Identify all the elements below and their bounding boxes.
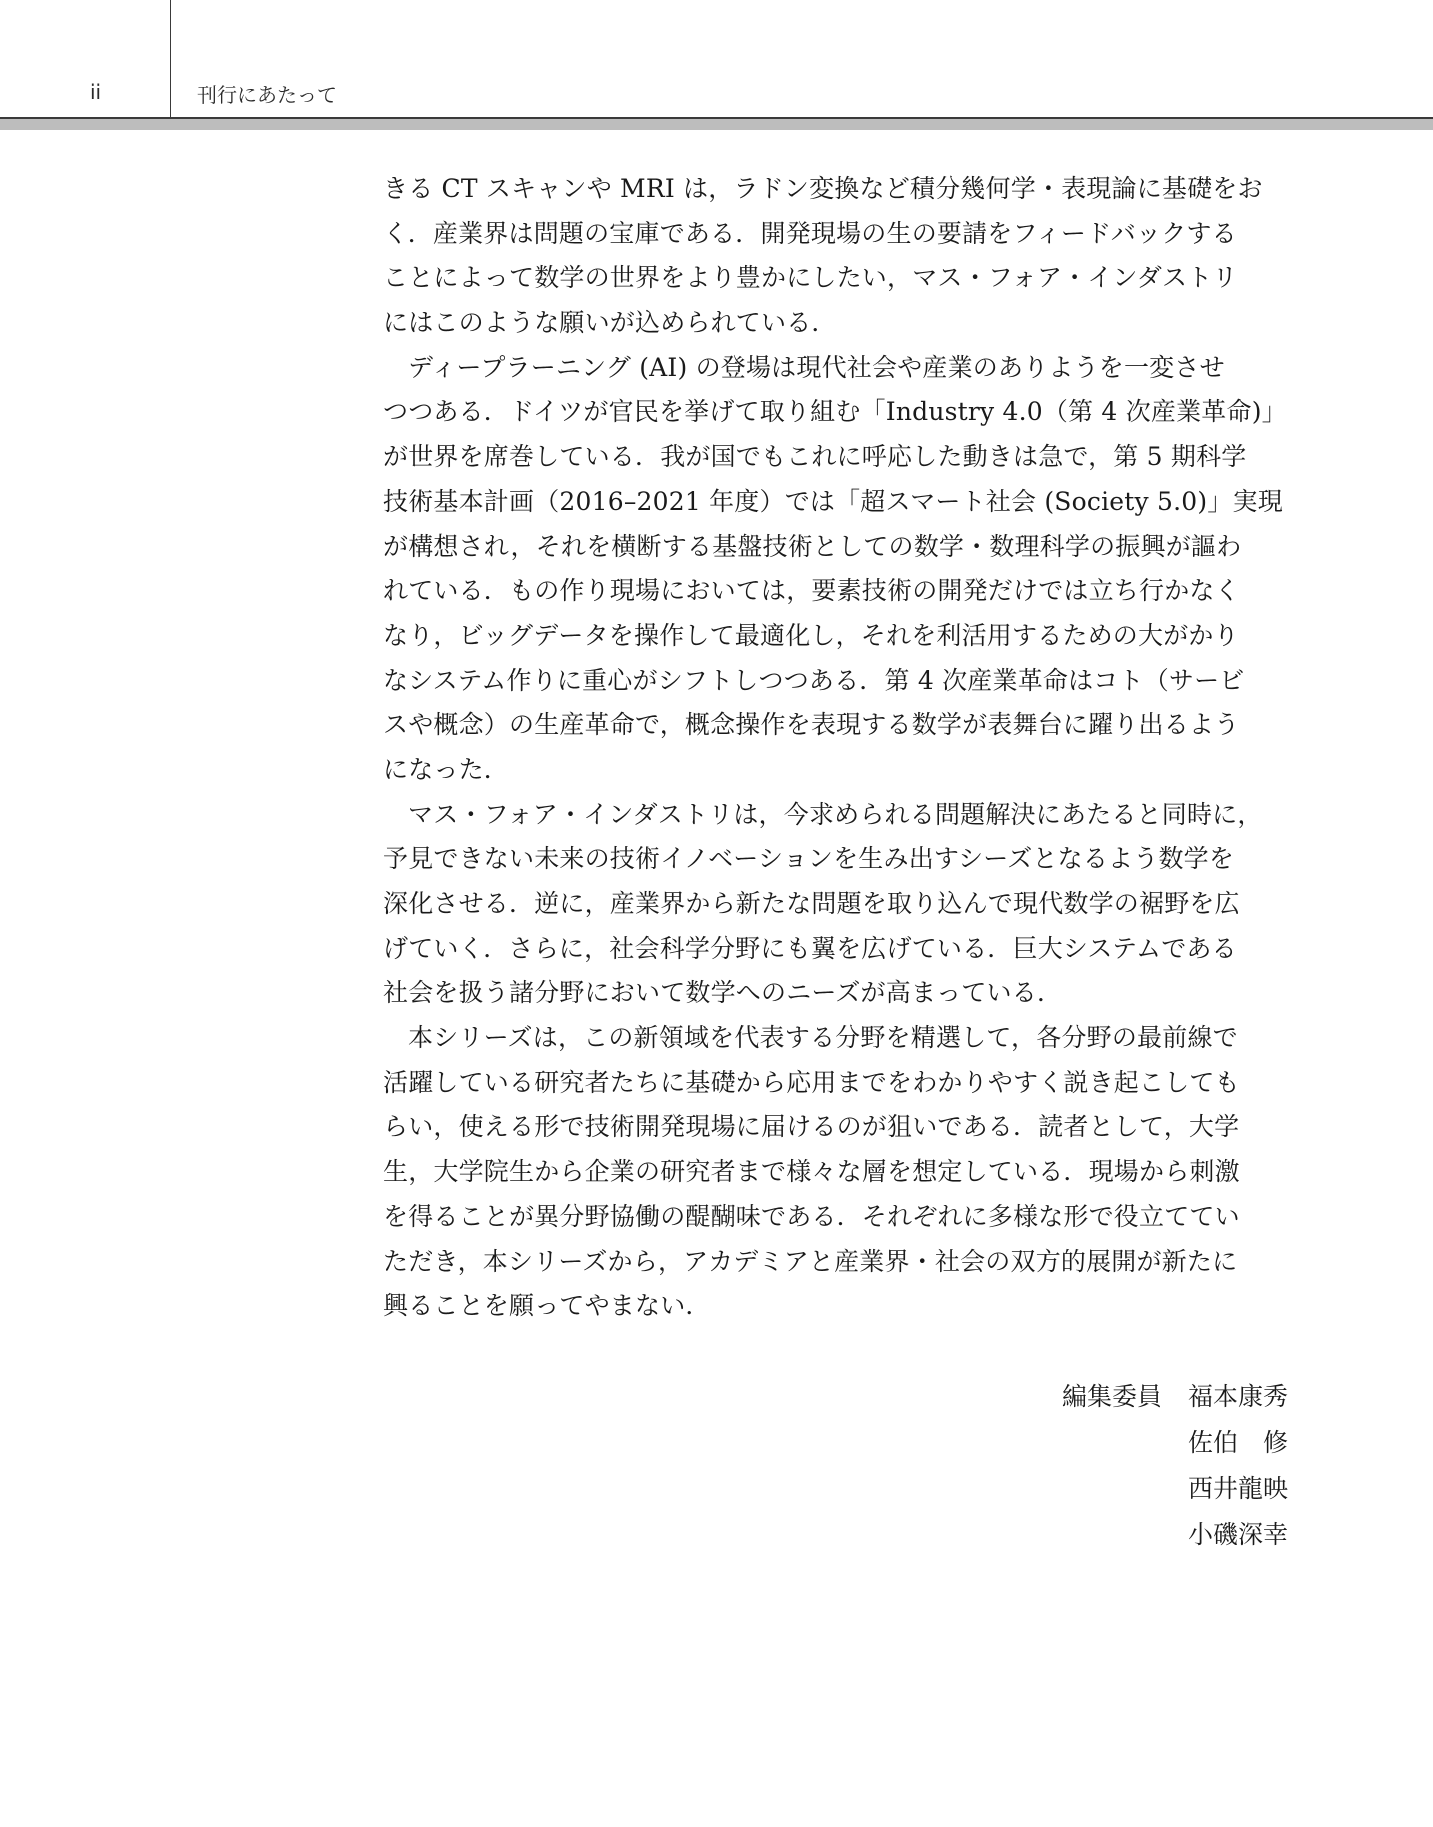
- editor-role: 編集委員: [1061, 1382, 1162, 1411]
- text-line: なり，ビッグデータを操作して最適化し，それを利活用するための大がかり: [383, 620, 1239, 650]
- text-line: 深化させる．逆に，産業界から新たな問題を取り込んで現代数学の裾野を広: [383, 889, 1240, 918]
- text-line: きる CT スキャンや MRI は，ラドン変換など積分幾何学・表現論に基礎をお: [383, 174, 1263, 203]
- text-line: らい，使える形で技術開発現場に届けるのが狙いである．読者として，大学: [383, 1112, 1240, 1142]
- header-band: [0, 119, 1433, 130]
- text-line: 社会を扱う諸分野において数学へのニーズが高まっている．: [383, 978, 1063, 1008]
- text-line: ディープラーニング (AI) の登場は現代社会や産業のありようを一変させ: [408, 352, 1225, 382]
- text-line: 興ることを願ってやまない．: [383, 1291, 711, 1321]
- text-line: げていく．さらに，社会科学分野にも翼を広げている．巨大システムである: [383, 933, 1237, 963]
- text-line: れている．もの作り現場においては，要素技術の開発だけでは立ち行かなく: [383, 576, 1240, 606]
- text-line: ただき，本シリーズから，アカデミアと産業界・社会の双方的展開が新たに: [383, 1246, 1238, 1276]
- text-line: 生，大学院生から企業の研究者まで様々な層を想定している．現場から刺激: [383, 1157, 1240, 1187]
- text-line: 技術基本計画（2016–2021 年度）では「超スマート社会 (Society 5.0)」実現: [383, 486, 1283, 516]
- text-line: 予見できない未来の技術イノベーションを生み出すシーズとなるよう数学を: [383, 844, 1235, 874]
- text-line: ことによって数学の世界をより豊かにしたい，マス・フォア・インダストリ: [383, 263, 1238, 293]
- text-line: を得ることが異分野協働の醍醐味である．それぞれに多様な形で役立ててい: [383, 1201, 1240, 1231]
- running-head: 刊行にあたって: [197, 83, 337, 107]
- text-line: が構想され，それを横断する基盤技術としての数学・数理科学の振興が謳わ: [383, 531, 1242, 561]
- body-text: [383, 167, 1289, 1329]
- editor-name: 福本康秀: [1187, 1382, 1288, 1411]
- text-line: スや概念）の生産革命で，概念操作を表現する数学が表舞台に躍り出るよう: [383, 710, 1240, 740]
- text-line: になった．: [383, 754, 510, 784]
- editor-signature: [1062, 1374, 1288, 1558]
- editor-name: 西井龍映: [1187, 1474, 1288, 1503]
- header-divider: [170, 0, 171, 117]
- text-line: く．産業界は問題の宝庫である．開発現場の生の要請をフィードバックする: [383, 218, 1237, 248]
- text-line: なシステム作りに重心がシフトしつつある．第 4 次産業革命はコト（サービ: [383, 665, 1245, 695]
- editor-name: 佐伯 修: [1187, 1428, 1288, 1457]
- editor-name: 小磯深幸: [1187, 1520, 1288, 1549]
- text-line: 活躍している研究者たちに基礎から応用までをわかりやすく説き起こしても: [383, 1067, 1240, 1097]
- text-line: つつある．ドイツが官民を挙げて取り組む「Industry 4.0（第 4 次産業革命)」: [383, 397, 1287, 427]
- page-number: ii: [90, 80, 102, 104]
- text-line: マス・フォア・インダストリは，今求められる問題解決にあたると同時に，: [408, 799, 1263, 829]
- text-line: が世界を席巻している．我が国でもこれに呼応した動きは急で，第 5 期科学: [383, 442, 1247, 472]
- page-header: [0, 0, 1433, 118]
- text-line: 本シリーズは，この新領域を代表する分野を精選して，各分野の最前線で: [408, 1023, 1238, 1053]
- text-line: にはこのような願いが込められている．: [383, 308, 837, 338]
